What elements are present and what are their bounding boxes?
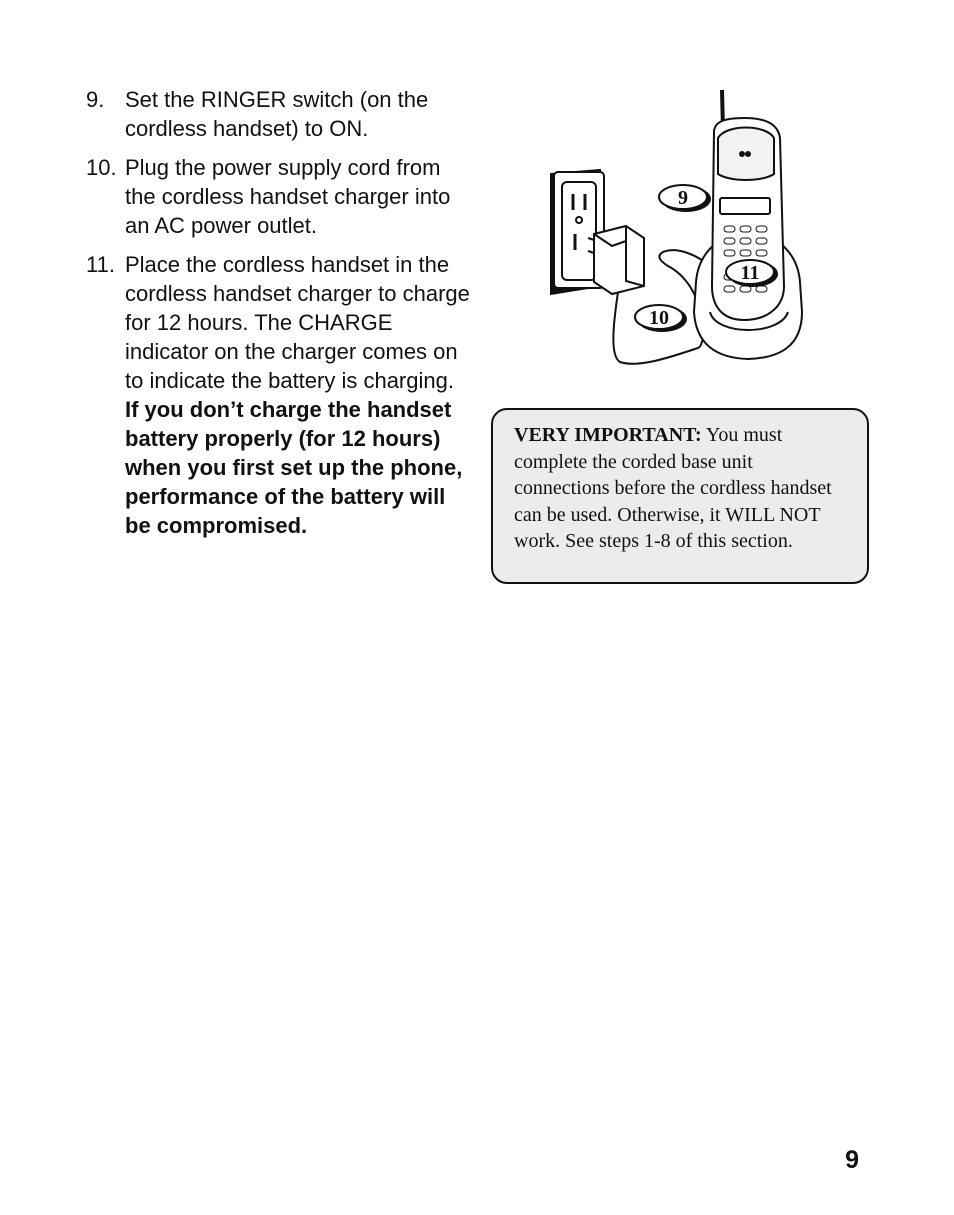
step-9 <box>86 85 471 143</box>
step-10 <box>86 153 471 240</box>
handset-charger-illustration <box>548 86 808 371</box>
step-text-container <box>125 250 471 540</box>
power-adapter <box>588 226 644 294</box>
instruction-steps <box>86 85 471 550</box>
callout-10-label: 10 <box>649 307 669 329</box>
step-text: Place the cordless handset in the cordless handset charger to charge for 12 hours. The CHARGE indicator on the charger comes on to indicate the battery is charging. <box>125 252 470 393</box>
step-11 <box>86 250 471 540</box>
step-text: Set the RINGER switch (on the cordless handset) to ON. <box>125 87 429 141</box>
step-warning-text: If you don’t charge the handset battery properly (for 12 hours) when you first set up the phone, performance of the battery will be compromised. <box>125 397 463 538</box>
step-number: 11. <box>86 252 115 277</box>
important-note-box <box>491 408 869 584</box>
note-label: VERY IMPORTANT: <box>514 424 702 446</box>
callout-9 <box>659 185 711 212</box>
page-number: 9 <box>845 1146 859 1174</box>
callout-11-label: 11 <box>740 262 760 284</box>
step-number: 10. <box>86 155 117 180</box>
note-text: You must complete the corded base unit connections before the cordless handset can be used. Otherwise, it WILL NOT work. See steps 1-8 of this section. <box>514 424 832 552</box>
callout-10 <box>635 305 687 332</box>
step-text: Plug the power supply cord from the cordless handset charger into an AC power outlet. <box>125 155 451 238</box>
step-number: 9. <box>86 87 105 112</box>
callout-9-label: 9 <box>678 187 688 209</box>
